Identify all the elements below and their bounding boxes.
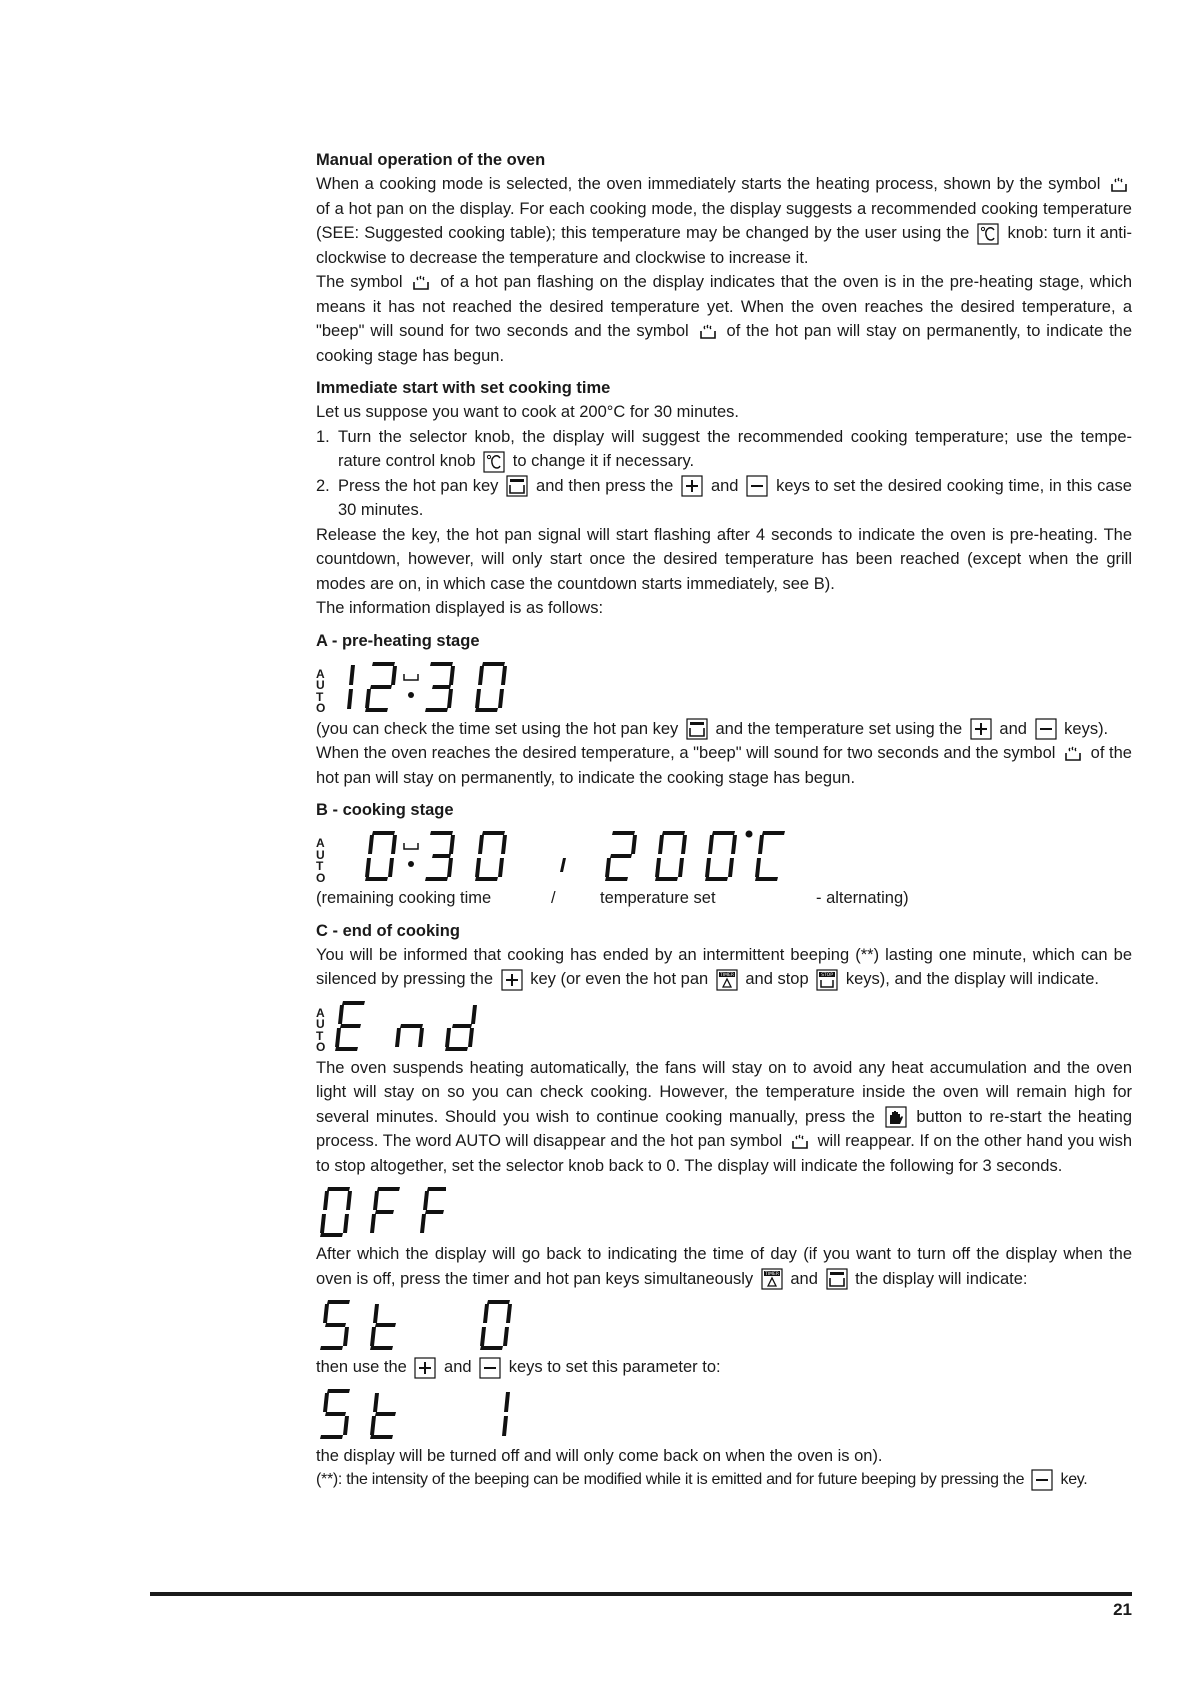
text: After which the display will go back to indicating the time of day (if you want to turn off the display when the oven is off, press the timer and hot pan keys simultaneously bbox=[316, 1245, 1132, 1288]
hot-pan-icon bbox=[790, 1132, 810, 1152]
text: key. bbox=[1060, 1471, 1088, 1488]
display-end bbox=[316, 998, 1132, 1054]
page-content bbox=[316, 148, 1132, 1493]
paragraph bbox=[316, 741, 1132, 790]
text: The symbol bbox=[316, 273, 403, 291]
text: Turn the selector knob, the display will suggest the recommended cooking temperature; use the tempe-rature control knob bbox=[338, 427, 1132, 470]
text: keys to set the desired cooking time, in this case 30 minutes. bbox=[338, 476, 1132, 519]
seven-segment-display-st1 bbox=[316, 1386, 516, 1442]
hand-button-icon bbox=[885, 1106, 907, 1128]
paragraph: Release the key, the hot pan signal will start flashing after 4 seconds to indicate the oven is pre-heating. The countdown, however, will only start once the desired temperature has been reached (except when the grill modes are on, in which case the countdown starts immediately, see B). bbox=[316, 525, 1132, 593]
text: and bbox=[444, 1358, 472, 1376]
text: the display will indicate: bbox=[855, 1269, 1028, 1288]
caption-time: (remaining cooking time bbox=[316, 889, 492, 907]
caption-alternating: - alternating) bbox=[816, 889, 909, 907]
text: key (or even the hot pan bbox=[530, 970, 709, 988]
paragraph bbox=[316, 172, 1132, 270]
section-title-stage-a: A - pre-heating stage bbox=[316, 631, 480, 650]
page-number: 21 bbox=[1113, 1600, 1132, 1619]
list-item bbox=[316, 474, 1132, 523]
seven-segment-display-st0 bbox=[316, 1297, 516, 1353]
footer-rule bbox=[150, 1592, 1132, 1596]
paragraph bbox=[316, 943, 1132, 992]
display-caption bbox=[316, 886, 1132, 911]
text: to change it if necessary. bbox=[512, 452, 695, 470]
text: (**): the intensity of the beeping can be modified while it is emitted and for future beeping by pressing the bbox=[316, 1471, 1025, 1488]
text: When the oven reaches the desired temperature, a "beep" will sound for two seconds and the symbol bbox=[316, 744, 1056, 762]
stop-key-icon bbox=[816, 969, 838, 991]
display-off bbox=[316, 1184, 1132, 1240]
minus-key-icon bbox=[746, 475, 768, 497]
text: and bbox=[790, 1269, 818, 1288]
text: and bbox=[710, 476, 739, 495]
paragraph: the display will be turned off and will only come back on when the oven is on). bbox=[316, 1446, 883, 1465]
paragraph bbox=[316, 1242, 1132, 1291]
seven-segment-display-12-30 bbox=[331, 659, 516, 715]
seven-segment-display-cooking bbox=[331, 828, 801, 884]
footnote bbox=[316, 1468, 1132, 1493]
text: and stop bbox=[745, 970, 809, 988]
text: of the hot pan will stay on permanently, to indicate the cooking stage has begun. bbox=[316, 744, 1132, 787]
text: When a cooking mode is selected, the oven immediately starts the heating process, shown by the symbol bbox=[316, 175, 1101, 193]
list-number: 2. bbox=[316, 476, 330, 495]
hot-pan-icon bbox=[1063, 744, 1083, 764]
hot-pan-icon bbox=[411, 273, 431, 293]
text: then use the bbox=[316, 1358, 407, 1376]
text: and bbox=[999, 719, 1027, 738]
hot-pan-key-icon bbox=[826, 1268, 848, 1290]
section-title-stage-b: B - cooking stage bbox=[316, 801, 454, 819]
svg-text:TIMER: TIMER bbox=[719, 972, 734, 978]
timer-key-icon bbox=[716, 969, 738, 991]
text: keys). bbox=[1064, 719, 1109, 738]
timer-key-icon bbox=[761, 1268, 783, 1290]
hot-pan-key-icon bbox=[506, 475, 528, 497]
plus-key-icon bbox=[970, 718, 992, 740]
text: and then press the bbox=[536, 476, 674, 495]
hot-pan-icon bbox=[1109, 175, 1129, 195]
section-title-manual: Manual operation of the oven bbox=[316, 151, 546, 169]
caption-temperature: temperature set bbox=[600, 889, 716, 907]
paragraph bbox=[316, 1355, 1132, 1380]
minus-key-icon bbox=[1031, 1469, 1053, 1491]
text: button to re-start the heating process. The word AUTO will disappear and the hot pan symbol bbox=[316, 1107, 1132, 1150]
text: of a hot pan on the display. For each cooking mode, the display suggests a recommended cooking temperature (SEE: Suggested cooking table); this temperature may be changed by the user using the bbox=[316, 199, 1132, 242]
paragraph bbox=[316, 717, 1132, 742]
text: You will be informed that cooking has ended by an intermittent beeping (**) lasting one minute, which can be silenced by pressing the bbox=[316, 945, 1132, 988]
celsius-knob-icon bbox=[483, 451, 505, 473]
minus-key-icon bbox=[1035, 718, 1057, 740]
text: of the hot pan will stay on permanently, to indicate the cooking stage has begun. bbox=[316, 322, 1133, 365]
display-st1 bbox=[316, 1386, 1132, 1442]
plus-key-icon bbox=[681, 475, 703, 497]
paragraph bbox=[316, 1056, 1132, 1179]
intro-text: Let us suppose you want to cook at 200°C for 30 minutes. bbox=[316, 403, 740, 421]
paragraph: The information displayed is as follows: bbox=[316, 599, 604, 617]
section-title-immediate: Immediate start with set cooking time bbox=[316, 379, 611, 397]
text: Press the hot pan key bbox=[338, 476, 499, 495]
auto-label: A U T O bbox=[316, 836, 326, 885]
display-st0 bbox=[316, 1297, 1132, 1353]
auto-label: A U T O bbox=[316, 666, 326, 715]
text: will reappear. If on the other hand you wish to stop altogether, set the selector knob back to 0. The display will indicate the following for 3 seconds. bbox=[316, 1132, 1132, 1175]
plus-key-icon bbox=[414, 1357, 436, 1379]
svg-text:STOP: STOP bbox=[821, 972, 834, 978]
text: keys to set this parameter to: bbox=[508, 1358, 721, 1376]
minus-key-icon bbox=[479, 1357, 501, 1379]
hot-pan-icon bbox=[698, 322, 718, 342]
text: knob: turn it anti-clockwise to decrease the temperature and clockwise to increase it. bbox=[316, 224, 1132, 267]
text: (you can check the time set using the hot pan key bbox=[316, 719, 679, 738]
hot-pan-key-icon bbox=[686, 718, 708, 740]
celsius-knob-icon bbox=[977, 223, 999, 245]
seven-segment-display-end bbox=[331, 998, 491, 1054]
text: keys), and the display will indicate. bbox=[845, 970, 1099, 988]
plus-key-icon bbox=[501, 969, 523, 991]
svg-text:TIMER: TIMER bbox=[764, 1272, 779, 1278]
section-title-stage-c: C - end of cooking bbox=[316, 921, 460, 940]
list-number: 1. bbox=[316, 427, 330, 446]
caption-slash: / bbox=[551, 889, 556, 907]
auto-label: A U T O bbox=[316, 1005, 326, 1054]
list-item bbox=[316, 425, 1132, 474]
text: of a hot pan flashing on the display indicates that the oven is in the pre-heating stage, which means it has not reached the desired temperature yet. When the oven reaches the desired temperature, a "beep" will sound for two seconds and the symbol bbox=[316, 273, 1132, 340]
display-preheating bbox=[316, 659, 1132, 715]
text: The oven suspends heating automatically, the fans will stay on to avoid any heat accumulation and the oven light will stay on so you can check cooking. However, the temperature inside the oven will remain high for several minutes. Should you wish to continue cooking manually, press the bbox=[316, 1058, 1132, 1126]
text: and the temperature set using the bbox=[715, 719, 963, 738]
seven-segment-display-off bbox=[316, 1184, 446, 1240]
display-cooking bbox=[316, 828, 1132, 884]
paragraph bbox=[316, 270, 1132, 368]
